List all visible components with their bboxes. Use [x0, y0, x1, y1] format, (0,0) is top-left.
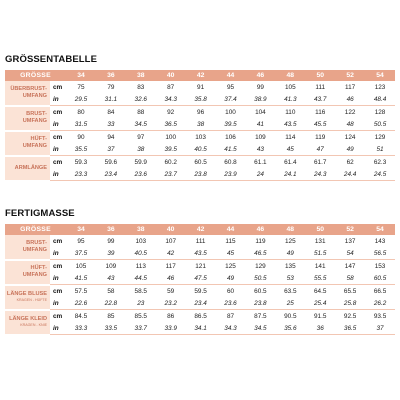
- table-cell: 107: [165, 237, 177, 245]
- table-cell: 41.5: [66, 272, 96, 285]
- unit-label: in: [50, 297, 66, 310]
- table-cell: 46: [335, 93, 365, 106]
- table-cell: 99: [256, 83, 264, 91]
- table-cell: 35.8: [186, 93, 216, 106]
- table-cell: 32.6: [126, 93, 156, 106]
- table-cell: 137: [344, 237, 356, 245]
- table-cell: 59.5: [194, 287, 207, 295]
- table-cell: 39.5: [156, 143, 186, 156]
- table-cell: 34.3: [156, 93, 186, 106]
- table-cell: 64.5: [313, 287, 327, 295]
- table-cell: 104: [255, 108, 266, 116]
- table-cell: 59.3: [74, 158, 88, 166]
- table-cell: 36.5: [335, 322, 365, 335]
- table-cell: 36.5: [156, 118, 186, 131]
- table-cell: 34.1: [186, 322, 216, 335]
- table-cell: 55.5: [305, 272, 335, 285]
- size-header-cell: 50: [305, 70, 335, 81]
- table-cell: 119: [315, 133, 326, 141]
- table-row: [5, 81, 395, 93]
- measurement-label: [5, 81, 50, 106]
- table-cell: 95: [77, 237, 85, 245]
- table-cell: 37.5: [66, 247, 96, 260]
- size-table: [5, 70, 395, 182]
- unit-label: in: [50, 272, 66, 285]
- table-cell: 41: [245, 118, 275, 131]
- table-cell: 43: [96, 272, 126, 285]
- table-cell: 53: [275, 272, 305, 285]
- table-cell: 91.5: [313, 312, 327, 320]
- size-header-cell: 50: [305, 224, 335, 235]
- table-cell: 44.5: [126, 272, 156, 285]
- table-cell: 94: [107, 133, 115, 141]
- table-cell: 115: [225, 237, 236, 245]
- table-cell: 22.8: [96, 297, 126, 310]
- table-cell: 116: [315, 108, 326, 116]
- table-row: [5, 93, 395, 106]
- measurement-sublabel: KRAGEN - KNIE: [20, 323, 47, 327]
- table-cell: 24: [245, 168, 275, 181]
- table-cell: 25.4: [305, 297, 335, 310]
- table-cell: 48: [335, 118, 365, 131]
- table-row: [5, 235, 395, 247]
- table-cell: 79: [107, 83, 115, 91]
- table-cell: 33: [96, 118, 126, 131]
- size-header-cell: 48: [275, 70, 305, 81]
- size-header-cell: 52: [335, 224, 365, 235]
- size-header-cell: 54: [365, 70, 395, 81]
- table-cell: 117: [165, 262, 176, 270]
- table-cell: 60.5: [194, 158, 207, 166]
- table-cell: 50.5: [365, 118, 395, 131]
- table-cell: 57.5: [74, 287, 88, 295]
- table-cell: 66.5: [373, 287, 387, 295]
- measurement-label: [5, 235, 50, 260]
- table-cell: 114: [285, 133, 296, 141]
- table-row: [5, 285, 395, 298]
- table-cell: 83: [137, 83, 145, 91]
- finished-table-section: [5, 209, 395, 336]
- table-cell: 40.5: [186, 143, 216, 156]
- table-cell: 24.3: [305, 168, 335, 181]
- table-cell: 90: [77, 133, 85, 141]
- table-cell: 125: [284, 237, 296, 245]
- table-cell: 23.8: [245, 297, 275, 310]
- table-cell: 58.5: [134, 287, 147, 295]
- measurement-label-text: ÜBERBRUST- UMFANG: [10, 85, 47, 99]
- table-row: [5, 310, 395, 323]
- unit-label: in: [50, 168, 66, 181]
- unit-label: in: [50, 247, 66, 260]
- finished-table: [5, 224, 395, 336]
- size-header-cell: 38: [126, 224, 156, 235]
- table-cell: 37: [96, 143, 126, 156]
- size-header-cell: 54: [365, 224, 395, 235]
- table-cell: 123: [374, 83, 386, 91]
- table-cell: 97: [137, 133, 145, 141]
- table-cell: 109: [105, 262, 117, 270]
- table-cell: 59.9: [134, 158, 147, 166]
- table-cell: 33.9: [156, 322, 186, 335]
- table-cell: 47.5: [186, 272, 216, 285]
- table-cell: 110: [285, 108, 296, 116]
- table-cell: 153: [374, 262, 386, 270]
- measurement-label-text: BRUST- UMFANG: [22, 111, 47, 124]
- table-cell: 147: [344, 262, 356, 270]
- unit-label: cm: [53, 287, 63, 295]
- table-cell: 91: [197, 83, 205, 91]
- table-cell: 119: [255, 237, 266, 245]
- table-cell: 23: [126, 297, 156, 310]
- table-cell: 99: [107, 237, 115, 245]
- table-cell: 84: [107, 108, 115, 116]
- table-cell: 86: [167, 312, 175, 320]
- table-cell: 34.5: [245, 322, 275, 335]
- table-cell: 62: [346, 158, 354, 166]
- table-cell: 121: [195, 262, 206, 270]
- table-cell: 59: [167, 287, 175, 295]
- measurement-label-text: HÜFT- UMFANG: [22, 265, 47, 278]
- table-cell: 41.3: [275, 93, 305, 106]
- table-cell: 23.4: [186, 297, 216, 310]
- table-cell: 43.7: [305, 93, 335, 106]
- unit-label: in: [50, 118, 66, 131]
- size-header-cell: 40: [156, 224, 186, 235]
- table-cell: 117: [345, 83, 356, 91]
- table-cell: 45: [275, 143, 305, 156]
- table-cell: 105: [75, 262, 87, 270]
- size-header-cell: 40: [156, 70, 186, 81]
- table-row: [5, 118, 395, 131]
- table-cell: 34.3: [216, 322, 246, 335]
- table-cell: 45: [216, 247, 246, 260]
- size-header-cell: 52: [335, 70, 365, 81]
- measurement-label-text: LÄNGE BLUSE: [6, 291, 47, 297]
- table-cell: 60.2: [164, 158, 177, 166]
- table-cell: 35.5: [66, 143, 96, 156]
- table-cell: 96: [197, 108, 205, 116]
- finished-table-title: FERTIGMASSE: [5, 208, 75, 219]
- size-header-label: GRÖSSE: [5, 70, 66, 81]
- table-cell: 43.5: [186, 247, 216, 260]
- table-cell: 124: [344, 133, 356, 141]
- table-cell: 49: [335, 143, 365, 156]
- table-cell: 39.5: [216, 118, 246, 131]
- table-cell: 113: [135, 262, 146, 270]
- table-cell: 106: [225, 133, 236, 141]
- table-row: [5, 168, 395, 181]
- measurement-label-text: BRUST- UMFANG: [22, 239, 47, 253]
- size-header-cell: 34: [66, 70, 96, 81]
- table-cell: 34.5: [126, 118, 156, 131]
- table-cell: 61.1: [254, 158, 267, 166]
- table-cell: 93.5: [373, 312, 387, 320]
- unit-label: in: [50, 322, 66, 335]
- table-cell: 84.5: [74, 312, 88, 320]
- table-cell: 23.4: [96, 168, 126, 181]
- table-row: [5, 297, 395, 310]
- table-cell: 109: [255, 133, 266, 141]
- unit-label: cm: [53, 237, 63, 245]
- unit-label: in: [50, 143, 66, 156]
- table-cell: 103: [135, 237, 147, 245]
- size-header-cell: 48: [275, 224, 305, 235]
- table-cell: 85: [107, 312, 115, 320]
- table-cell: 128: [374, 108, 386, 116]
- table-cell: 46: [156, 272, 186, 285]
- unit-label: cm: [53, 108, 63, 116]
- unit-label: cm: [53, 133, 63, 141]
- table-cell: 105: [284, 83, 296, 91]
- table-cell: 33.5: [96, 322, 126, 335]
- table-cell: 40.5: [126, 247, 156, 260]
- table-row: [5, 272, 395, 285]
- table-cell: 122: [344, 108, 356, 116]
- measurement-label: [5, 260, 50, 285]
- table-cell: 25: [275, 297, 305, 310]
- table-cell: 23.2: [156, 297, 186, 310]
- table-row: [5, 143, 395, 156]
- table-cell: 38: [186, 118, 216, 131]
- table-cell: 31.5: [66, 118, 96, 131]
- table-cell: 62.3: [373, 158, 387, 166]
- table-cell: 24.1: [275, 168, 305, 181]
- table-cell: 59.6: [104, 158, 118, 166]
- size-header-cell: 36: [96, 70, 126, 81]
- table-cell: 25.8: [335, 297, 365, 310]
- table-cell: 56.5: [365, 247, 395, 260]
- table-cell: 63.5: [284, 287, 297, 295]
- size-header-cell: 44: [216, 70, 246, 81]
- table-cell: 75: [77, 83, 85, 91]
- table-cell: 48.4: [365, 93, 395, 106]
- table-cell: 87: [167, 83, 175, 91]
- measurement-label: [5, 310, 50, 335]
- table-cell: 24.4: [335, 168, 365, 181]
- table-cell: 85.5: [134, 312, 147, 320]
- size-header-cell: 46: [245, 224, 275, 235]
- size-header-cell: 42: [186, 70, 216, 81]
- measurement-label: [5, 131, 50, 156]
- table-cell: 143: [374, 237, 386, 245]
- table-cell: 49: [216, 272, 246, 285]
- table-cell: 31.1: [96, 93, 126, 106]
- table-cell: 35.6: [275, 322, 305, 335]
- table-cell: 29.5: [66, 93, 96, 106]
- size-table-section: [5, 55, 395, 182]
- size-header-cell: 34: [66, 224, 96, 235]
- size-header-cell: 36: [96, 224, 126, 235]
- table-row: [5, 156, 395, 169]
- table-cell: 87.5: [254, 312, 267, 320]
- table-cell: 37: [365, 322, 395, 335]
- table-cell: 23.7: [156, 168, 186, 181]
- unit-label: cm: [53, 158, 63, 166]
- table-cell: 95: [226, 83, 235, 91]
- table-cell: 47: [305, 143, 335, 156]
- size-header-cell: 42: [186, 224, 216, 235]
- table-cell: 41.5: [216, 143, 246, 156]
- unit-label: cm: [53, 312, 63, 320]
- table-cell: 26.2: [365, 297, 395, 310]
- table-cell: 60.5: [254, 287, 267, 295]
- size-header-cell: 44: [216, 224, 246, 235]
- table-cell: 39: [96, 247, 126, 260]
- table-cell: 23.9: [216, 168, 246, 181]
- measurement-label: [5, 285, 50, 310]
- table-cell: 135: [284, 262, 296, 270]
- table-cell: 58: [335, 272, 365, 285]
- size-header-label: GRÖSSE: [5, 224, 66, 235]
- table-cell: 90.5: [284, 312, 297, 320]
- size-header-cell: 38: [126, 70, 156, 81]
- table-cell: 42: [156, 247, 186, 260]
- table-cell: 23.6: [216, 297, 246, 310]
- table-cell: 38.9: [245, 93, 275, 106]
- table-cell: 38: [126, 143, 156, 156]
- table-cell: 58: [107, 287, 115, 295]
- table-cell: 87: [226, 312, 235, 320]
- table-cell: 61.7: [313, 158, 327, 166]
- table-cell: 60.8: [224, 158, 237, 166]
- table-cell: 33.3: [66, 322, 96, 335]
- table-cell: 60: [226, 287, 235, 295]
- table-cell: 45.5: [305, 118, 335, 131]
- unit-label: in: [50, 93, 66, 106]
- measurement-sublabel: KRAGEN - HÜFTE: [16, 298, 47, 302]
- table-cell: 141: [314, 262, 326, 270]
- table-cell: 88: [137, 108, 145, 116]
- table-cell: 43.5: [275, 118, 305, 131]
- table-cell: 23.3: [66, 168, 96, 181]
- table-cell: 33.7: [126, 322, 156, 335]
- unit-label: cm: [53, 262, 63, 270]
- table-cell: 129: [255, 262, 266, 270]
- table-cell: 125: [225, 262, 236, 270]
- table-cell: 92.5: [343, 312, 357, 320]
- table-row: [5, 247, 395, 260]
- table-cell: 65.5: [343, 287, 357, 295]
- table-cell: 80: [77, 108, 85, 116]
- measurement-label: [5, 156, 50, 181]
- unit-label: cm: [53, 83, 63, 91]
- measurement-label-text: HÜFT- UMFANG: [22, 136, 47, 149]
- table-cell: 46.5: [245, 247, 275, 260]
- size-header-row: [5, 224, 395, 235]
- size-table-title: GRÖSSENTABELLE: [5, 54, 98, 65]
- size-header-cell: 46: [245, 70, 275, 81]
- table-cell: 131: [314, 237, 326, 245]
- table-cell: 103: [195, 133, 206, 141]
- table-cell: 22.6: [66, 297, 96, 310]
- table-row: [5, 131, 395, 144]
- table-cell: 86.5: [194, 312, 207, 320]
- measurement-label: [5, 106, 50, 131]
- table-cell: 60.5: [365, 272, 395, 285]
- table-cell: 129: [374, 133, 386, 141]
- table-cell: 23.6: [126, 168, 156, 181]
- table-cell: 37.4: [216, 93, 246, 106]
- table-cell: 111: [195, 237, 206, 245]
- table-cell: 50.5: [245, 272, 275, 285]
- table-row: [5, 260, 395, 273]
- size-header-row: [5, 70, 395, 81]
- measurement-label-text: LÄNGE KLEID: [9, 316, 47, 322]
- table-cell: 23.8: [186, 168, 216, 181]
- table-cell: 92: [167, 108, 175, 116]
- table-cell: 100: [165, 133, 177, 141]
- table-cell: 49: [275, 247, 305, 260]
- table-cell: 100: [225, 108, 236, 116]
- table-cell: 24.5: [365, 168, 395, 181]
- table-cell: 43: [245, 143, 275, 156]
- table-cell: 36: [305, 322, 335, 335]
- table-cell: 51.5: [305, 247, 335, 260]
- table-cell: 54: [335, 247, 365, 260]
- table-cell: 111: [315, 83, 326, 91]
- table-row: [5, 322, 395, 335]
- table-cell: 61.4: [284, 158, 297, 166]
- table-row: [5, 106, 395, 119]
- measurement-label-text: ARMLÄNGE: [14, 164, 47, 171]
- table-cell: 51: [365, 143, 395, 156]
